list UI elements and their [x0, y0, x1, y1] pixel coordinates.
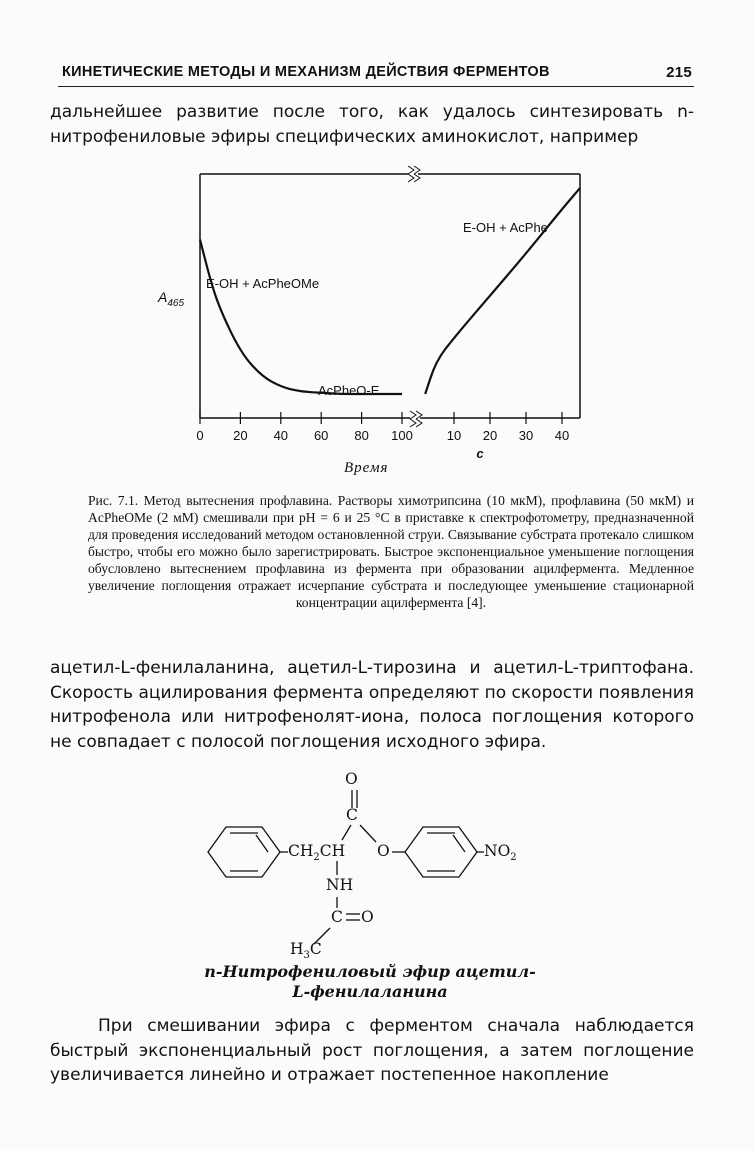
label-acylenzyme: AcPheO-E [318, 383, 380, 398]
x-axis-label: Время [344, 460, 389, 476]
running-title: КИНЕТИЧЕСКИЕ МЕТОДЫ И МЕХАНИЗМ ДЕЙСТВИЯ ФЕРМЕНТОВ [62, 64, 550, 80]
page-number: 215 [666, 64, 692, 81]
atom-c-amide: C [331, 908, 343, 926]
label-product: E-OH + AcPhe [463, 220, 548, 235]
x-tick-label: 40 [554, 428, 570, 443]
x-tick-label: 20 [482, 428, 498, 443]
y-axis-label: $A_{465}$ [158, 289, 185, 309]
atom-o-amide: O [361, 908, 374, 926]
x-tick-label: 0 [196, 428, 204, 443]
x-unit-seconds: c [476, 446, 484, 461]
atom-nh: NH [326, 876, 354, 894]
x-tick-label: 30 [518, 428, 534, 443]
atom-ch2: $CH_2CH$ [288, 842, 346, 864]
x-tick-label: 80 [354, 428, 369, 443]
atom-o-ester: O [377, 842, 390, 860]
benzene-ring-left [208, 827, 280, 877]
benzene-ring-right [405, 827, 477, 877]
atom-o-top: O [345, 770, 358, 788]
label-substrate-mix: E-OH + AcPheOMe [206, 276, 320, 291]
paragraph-mixing: При смешивании эфира с ферментом сначала наблюдается быстрый экспоненциальный рост поглощения, а затем поглощение увеличивается линейно и отражает постепенное накопление [50, 1016, 694, 1085]
x-tick-label: 60 [313, 428, 329, 443]
atom-c-carbonyl: C [346, 806, 358, 824]
x-tick-label: 100 [391, 428, 413, 443]
x-tick-label: 10 [446, 428, 462, 443]
paragraph-acylation: ацетил-L-фенилаланина, ацетил-L-тирозина и ацетил-L-триптофана. Скорость ацилирования фермента определяют по скорости появления нитрофенола или нитрофенолят-иона, полоса поглощения которого не совпадает с полосой поглощения исходного эфира. [50, 658, 694, 752]
x-tick-label: 20 [233, 428, 248, 443]
bond-c-o [360, 825, 376, 842]
structure-name: n-Нитрофениловый эфир ацетил-L-фенилаланина [204, 962, 536, 1001]
x-tick-label: 40 [273, 428, 289, 443]
figure-caption: Рис. 7.1. Метод вытеснения профлавина. Растворы химотрипсина (10 мкМ), профлавина (50 мкМ) и AcPheOMe (2 мМ) смешивали при pH = 6 и 25 °С в приставке к спектрофотометру, предназначенной для проведения исследований методом остановленной струи. Связывание субстрата протекало слишком быстро, чтобы его можно было зарегистрировать. Быстрое экспоненциальное уменьшение поглощения обусловлено вытеснением профлавина из фермента при образовании ацилфермента. Медленное увеличение поглощения отражает исчерпание субстрата и последующее уменьшение стационарной концентрации ацилфермента [4]. [88, 493, 694, 610]
bond-ch-c [342, 825, 351, 840]
paragraph-intro: дальнейшее развитие после того, как удалось синтезировать n-нитрофениловые эфиры специфических аминокислот, например [50, 102, 694, 147]
atom-no2: $NO_2$ [484, 842, 517, 864]
atom-h3c: $H_3C$ [290, 940, 322, 962]
